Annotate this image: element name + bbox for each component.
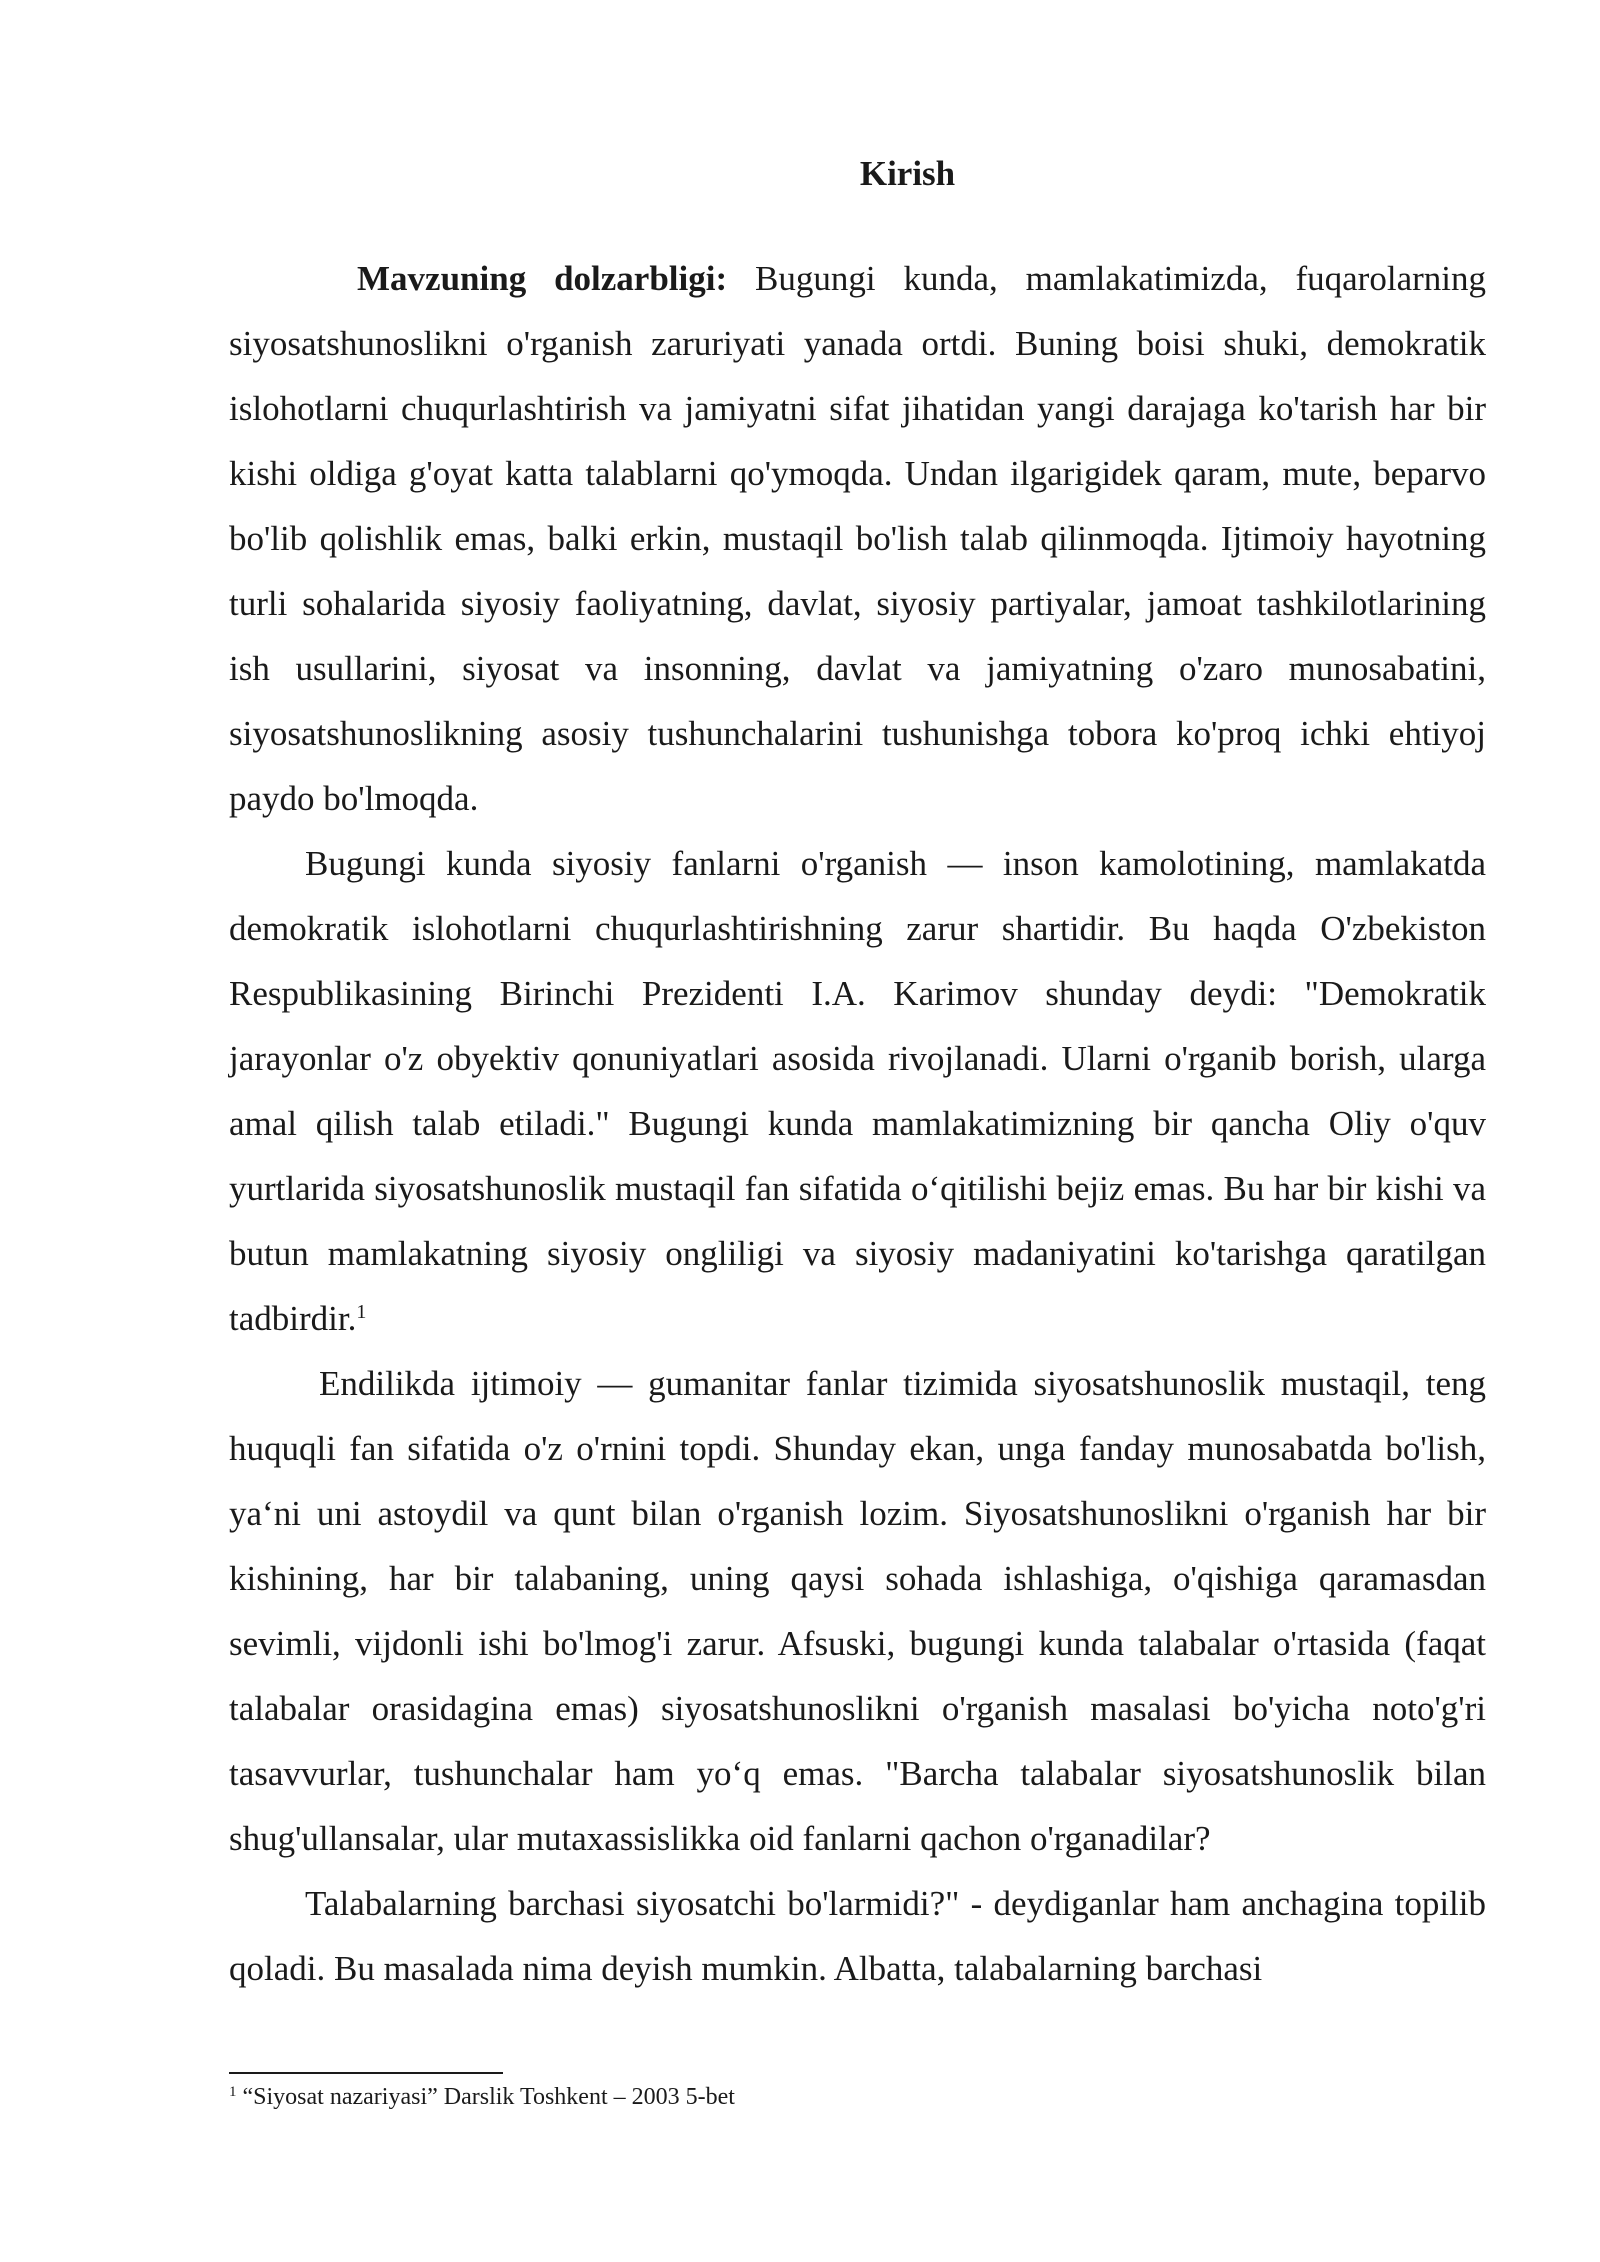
paragraph-2 <box>229 831 1486 1351</box>
footnote <box>229 2081 1329 2113</box>
paragraph-2-text: Bugungi kunda siyosiy fanlarni o'rganish — inson kamolotining, mamlakatda demokratik islohotlarni chuqurlashtirishning zarur shartidir. Bu haqda O'zbekiston Respublikasining Birinchi Prezidenti I.A. Karimov shunday deydi: "Demokratik jarayonlar o'z obyektiv qonuniyatlari asosida rivojlanadi. Ularni o'rganib borish, ularga amal qilish talab etiladi." Bugungi kunda mamlakatimizning bir qancha Oliy o'quv yurtlarida siyosatshunoslik mustaqil fan sifatida oʻqitilishi bejiz emas. Bu har bir kishi va butun mamlakatning siyosiy ongliligi va siyosiy madaniyatini ko'tarishga qaratilgan tadbirdir. <box>229 844 1486 1338</box>
paragraph-relevance <box>229 246 1486 831</box>
section-title: Kirish <box>859 154 956 193</box>
footnote-reference: 1 <box>356 1301 367 1323</box>
paragraph-3 <box>229 1351 1486 1871</box>
paragraph-1-text: Bugungi kunda, mamlakatimizda, fuqarolarning siyosatshunoslikni o'rganish zaruriyati yanada ortdi. Buning boisi shuki, demokratik islohotlarni chuqurlashtirish va jamiyatni sifat jihatidan yangi darajaga ko'tarish har bir kishi oldiga g'oyat katta talablarni qo'ymoqda. Undan ilgarigidek qaram, mute, beparvo bo'lib qolishlik emas, balki erkin, mustaqil bo'lish talab qilinmoqda. Ijtimoiy hayotning turli sohalarida siyosiy faoliyatning, davlat, siyosiy partiyalar, jamoat tashkilotlarining ish usullarini, siyosat va insonning, davlat va jamiyatning o'zaro munosabatini, siyosatshunoslikning asosiy tushunchalarini tushunishga tobora ko'proq ichki ehtiyoj paydo bo'lmoqda. <box>229 259 1486 818</box>
paragraph-3-text: Endilikda ijtimoiy — gumanitar fanlar tizimida siyosatshunoslik mustaqil, teng huquqli fan sifatida o'z o'rnini topdi. Shunday ekan, unga fanday munosabatda bo'lish, yaʻni uni astoydil va qunt bilan o'rganish lozim. Siyosatshunoslikni o'rganish har bir kishining, har bir talabaning, uning qaysi sohada ishlashiga, o'qishiga qaramasdan sevimli, vijdonli ishi bo'lmog'i zarur. Afsuski, bugungi kunda talabalar o'rtasida (faqat talabalar orasidagina emas) siyosatshunoslikni o'rganish masalasi bo'yicha noto'g'ri tasavvurlar, tushunchalar ham yoʻq emas. "Barcha talabalar siyosatshunoslik bilan shug'ullansalar, ular mutaxassislikka oid fanlarni qachon o'rganadilar? <box>229 1364 1486 1858</box>
footnote-text: “Siyosat nazariyasi” Darslik Toshkent – 2003 5-bet <box>236 2084 735 2110</box>
paragraph-4-text: Talabalarning barchasi siyosatchi bo'larmidi?" - deydiganlar ham anchagina topilib qoladi. Bu masalada nima deyish mumkin. Albatta, talabalarning barchasi <box>229 1884 1486 1988</box>
paragraph-4 <box>229 1871 1486 2001</box>
main-text <box>229 246 1486 2001</box>
footnote-number: 1 <box>229 2084 237 2100</box>
footnote-separator <box>229 2072 503 2074</box>
relevance-lead: Mavzuning dolzarbligi: <box>357 259 728 298</box>
